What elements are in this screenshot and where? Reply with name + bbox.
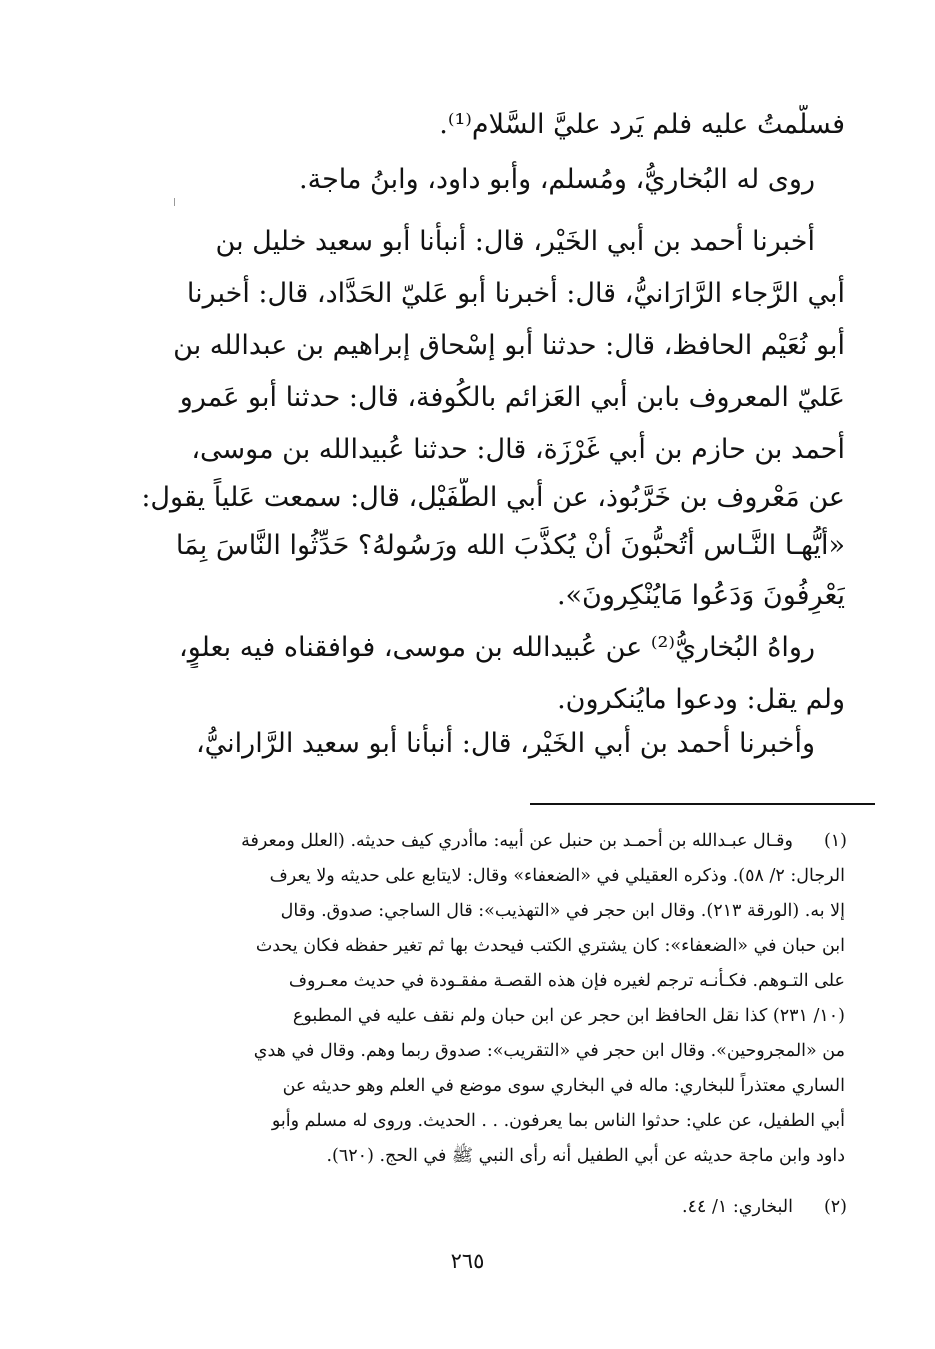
footnote-line: ابن حبان في «الضعفاء»: كان يشتري الكتب فيحدث بها ثم تغير حفظه فكان يحدث (255, 936, 845, 956)
footnote-line: على التـوهم. فكـأنـه ترجم لغيره فإن هذه القصـة مفقـودة في حديث معـروف (288, 971, 845, 991)
footnote-line: إلا به. (الورقة ٢١٣). وقال ابن حجر في «التهذيب»: قال الساجي: صدوق. وقال (280, 901, 845, 921)
footnote-separator (530, 803, 875, 805)
main-text-line: عن مَعْروف بن خَرَّبُوذ، عن أبي الطُّفَيْل، قال: سمعت عَلياً يقول: (141, 482, 845, 513)
main-text-line: عَليّ المعروف بابن أبي العَزائم بالكُوفة، قال: حدثنا أبو عَمرو (179, 382, 845, 413)
main-text-line: «أيُّهـا النَّـاس أتُحبُّونَ أنْ يُكذَّبَ الله ورَسُولهُ؟ حَدِّثُوا النَّاسَ بِمَا (175, 530, 845, 561)
page-number: ٢٦٥ (450, 1249, 485, 1273)
main-text-line: أحمد بن حازم بن أبي غَرْزَة، قال: حدثنا عُبيدالله بن موسى، (191, 434, 845, 465)
main-text-line: فسلَّمتُ عليه فلم يَرد عليَّ السَّلام⁽¹⁾. (439, 109, 845, 140)
main-text-line: وأخبرنا أحمد بن أبي الخَيْر، قال: أنبأنا أبو سعيد الرَّارانيُّ، (195, 728, 815, 759)
main-text-line: رواهُ البُخاريُّ⁽²⁾ عن عُبيدالله بن موسى، فوافقناه فيه بعلوٍ، (178, 632, 815, 663)
main-text-line: أخبرنا أحمد بن أبي الخَيْر، قال: أنبأنا أبو سعيد خليل بن (215, 226, 815, 257)
footnote-line: (١٠/ ٢٣١) كذا نقل الحافظ ابن حجر عن ابن حبان ولم نقف عليه في المطبوع (292, 1006, 845, 1026)
footnote-line: من «المجروحين». وقال ابن حجر في «التقريب»: صدوق ربما وهم. وقال في هدي (253, 1041, 845, 1061)
main-text-line: أبي الرَّجاء الرَّارَانيُّ، قال: أخبرنا أبو عَليّ الحَدَّاد، قال: أخبرنا (186, 278, 845, 309)
main-text-line: يَعْرِفُونَ وَدَعُوا مَايُنْكِرونَ». (556, 580, 845, 611)
main-text-line: روى له البُخاريُّ، ومُسلم، وأبو داود، وابنُ ماجة. (299, 164, 815, 195)
footnote-line: أبي الطفيل، عن علي: حدثوا الناس بما يعرفون. . . الحديث. وروى له مسلم وأبو (271, 1111, 845, 1131)
footnote-number: (١) (823, 831, 847, 851)
footnote-line: الرجال: ٢/ ٥٨). وذكره العقيلي في «الضعفاء» وقال: لايتابع على حديثه ولا يعرف (269, 866, 845, 886)
margin-mark (174, 198, 175, 206)
footnote-line: البخاري: ١/ ٤٤. (682, 1197, 793, 1217)
footnote-line: الساري معتذراً للبخاري: ماله في البخاري سوى موضع في العلم وهو حديثه عن (282, 1076, 845, 1096)
footnote-line: داود وابن ماجة حديثه عن أبي الطفيل أنه رأى النبي ﷺ في الحج. (٦٢٠). (326, 1146, 845, 1166)
footnote-line: وقـال عبـدالله بن أحمـد بن حنبل عن أبيه: ماأدري كيف حديثه. (العلل ومعرفة (241, 831, 793, 851)
footnote-number: (٢) (823, 1197, 847, 1217)
main-text-line: أبو نُعَيْم الحافظ، قال: حدثنا أبو إسْحاق إبراهيم بن عبدالله بن (173, 330, 845, 361)
main-text-line: ولم يقل: ودعوا مايُنكرون. (557, 684, 845, 715)
